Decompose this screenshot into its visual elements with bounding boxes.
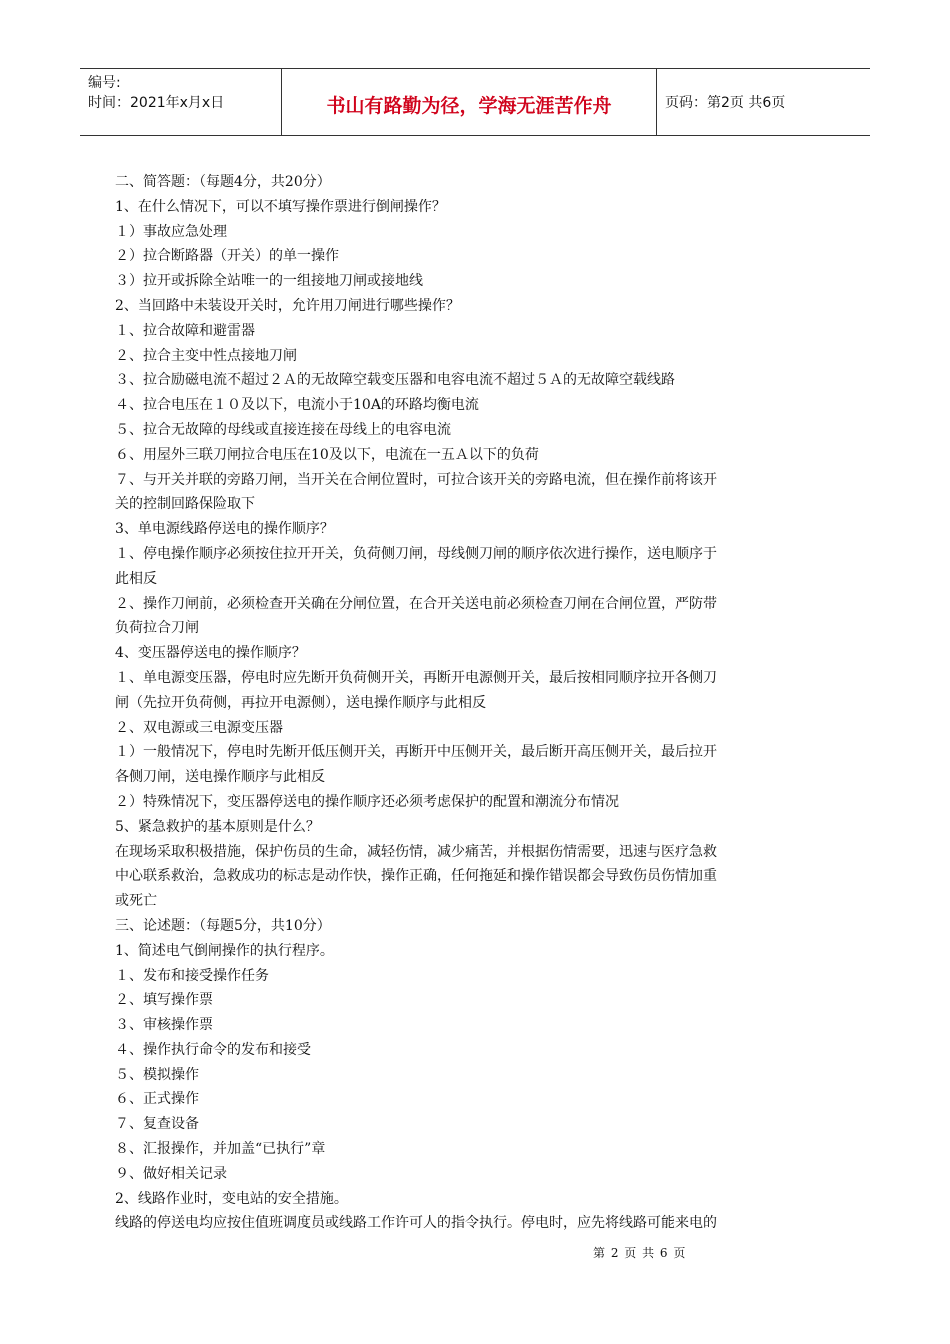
text-line: ３、拉合励磁电流不超过２Ａ的无故障空载变压器和电容电流不超过５Ａ的无故障空载线路 (115, 372, 675, 389)
page-footer: 第 2 页 共 6 页 (593, 1246, 687, 1260)
text-line: ２、拉合主变中性点接地刀闸 (115, 347, 297, 364)
text-line: 5、紧急救护的基本原则是什么？ (115, 818, 320, 835)
text-line: ２）特殊情况下，变压器停送电的操作顺序还必须考虑保护的配置和潮流分布情况 (115, 793, 619, 810)
text-line: 3、单电源线路停送电的操作顺序？ (115, 521, 334, 538)
text-line: ２、操作刀闸前，必须检查开关确在分闸位置，在合开关送电前必须检查刀闸在合闸位置，严防带 (115, 595, 717, 612)
text-line: 1、简述电气倒闸操作的执行程序。 (115, 942, 334, 959)
text-line: ２）拉合断路器（开关）的单一操作 (115, 248, 339, 265)
text-line: 二、简答题：（每题4分，共20分） (115, 174, 331, 190)
text-line: 或死亡 (115, 893, 157, 910)
text-line: ３、审核操作票 (115, 1017, 213, 1034)
text-line: 各侧刀闸，送电操作顺序与此相反 (115, 769, 325, 786)
text-line: 三、论述题：（每题5分，共10分） (115, 917, 331, 934)
text-line: 此相反 (115, 570, 157, 587)
text-line: 2、当回路中未装设开关时，允许用刀闸进行哪些操作？ (115, 297, 460, 314)
text-line: ８、汇报操作，并加盖“已执行”章 (115, 1141, 326, 1158)
text-line: ７、复查设备 (115, 1116, 199, 1133)
text-line: ４、拉合电压在１０及以下，电流小于10A的环路均衡电流 (115, 397, 479, 414)
text-line: ６、正式操作 (115, 1091, 199, 1108)
text-line: 1、在什么情况下，可以不填写操作票进行倒闸操作？ (115, 198, 446, 215)
page-header (80, 68, 870, 136)
document-body (115, 170, 840, 1236)
text-line: １、发布和接受操作任务 (115, 967, 269, 984)
header-motto: 书山有路勤为径，学海无涯苦作舟 (282, 69, 657, 135)
header-page-label: 页码：第2页 共6页 (665, 95, 786, 111)
text-line: ３）拉开或拆除全站唯一的一组接地刀闸或接地线 (115, 273, 423, 290)
text-line: １、停电操作顺序必须按住拉开开关，负荷侧刀闸，母线侧刀闸的顺序依次进行操作，送电顺序于 (115, 545, 717, 562)
text-line: ７、与开关并联的旁路刀闸，当开关在合闸位置时，可拉合该开关的旁路电流，但在操作前将该开 (115, 471, 717, 488)
text-line: 负荷拉合刀闸 (115, 620, 199, 637)
text-line: １、单电源变压器，停电时应先断开负荷侧开关，再断开电源侧开关，最后按相同顺序拉开各侧刀 (115, 669, 717, 686)
text-line: 在现场采取积极措施，保护伤员的生命，减轻伤情，减少痛苦，并根据伤情需要，迅速与医疗急救 (115, 843, 717, 860)
text-line: 2、线路作业时，变电站的安全措施。 (115, 1190, 348, 1207)
text-line: ５、模拟操作 (115, 1066, 199, 1083)
text-line: 关的控制回路保险取下 (115, 496, 255, 513)
text-line: １）一般情况下，停电时先断开低压侧开关，再断开中压侧开关，最后断开高压侧开关，最后拉开 (115, 744, 717, 761)
text-line: 闸（先拉开负荷侧，再拉开电源侧），送电操作顺序与此相反 (115, 694, 486, 711)
text-line: ９、做好相关记录 (115, 1165, 227, 1182)
text-line: ６、用屋外三联刀闸拉合电压在10及以下，电流在一五Ａ以下的负荷 (115, 446, 539, 463)
text-line: ２、填写操作票 (115, 992, 213, 1009)
text-line: １、拉合故障和避雷器 (115, 322, 255, 339)
serial-label: 编号: (88, 75, 121, 91)
text-line: ４、操作执行命令的发布和接受 (115, 1041, 311, 1058)
date-label: 时间：2021年x月x日 (88, 95, 225, 111)
text-line: ２、双电源或三电源变压器 (115, 719, 283, 736)
text-line: １）事故应急处理 (115, 223, 227, 240)
text-line: ５、拉合无故障的母线或直接连接在母线上的电容电流 (115, 421, 451, 438)
text-line: 线路的停送电均应按住值班调度员或线路工作许可人的指令执行。停电时，应先将线路可能来电的 (115, 1215, 717, 1232)
header-info-cell (80, 69, 282, 135)
text-line: 4、变压器停送电的操作顺序？ (115, 645, 306, 662)
text-line: 中心联系救治，急救成功的标志是动作快，操作正确，任何拖延和操作错误都会导致伤员伤情加重 (115, 868, 717, 885)
